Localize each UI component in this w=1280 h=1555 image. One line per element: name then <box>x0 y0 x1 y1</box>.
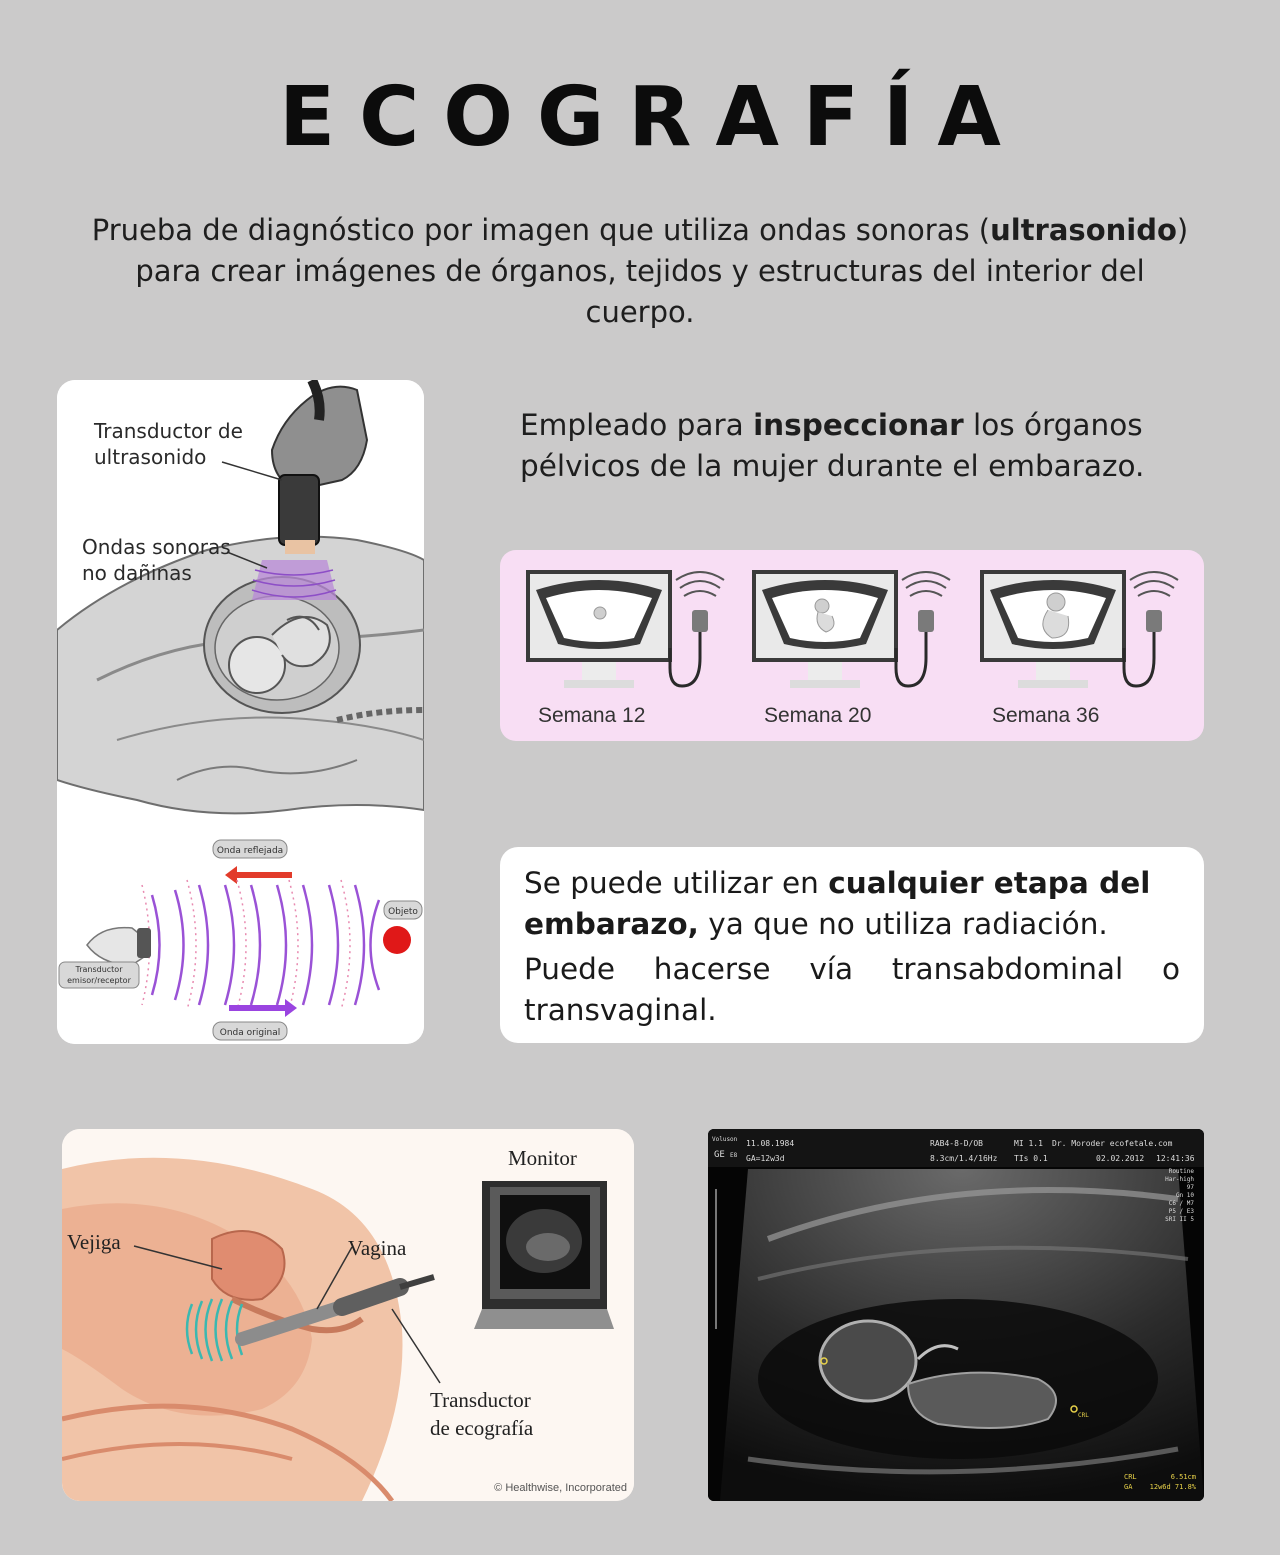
intro-text <box>80 210 1200 333</box>
week-label: Semana 36 <box>992 704 1100 727</box>
intro-part2: ) para crear imágenes de órganos, tejidos y estructuras del interior del cuerpo. <box>135 213 1189 329</box>
label-monitor: Monitor <box>508 1146 577 1170</box>
scan-time: 12:41:36 <box>1156 1154 1195 1163</box>
monitor-icon <box>976 568 1186 698</box>
scan-brand: Voluson <box>712 1136 738 1143</box>
transvaginal-illustration <box>62 1129 634 1501</box>
info-p1-bold: cualquier etapa del embarazo, <box>524 866 1151 941</box>
week-item-12 <box>522 568 728 728</box>
info-p1-part2: ya que no utiliza radiación. <box>698 907 1108 941</box>
week-label: Semana 12 <box>538 704 646 727</box>
info-p1-part1: Se puede utilizar en <box>524 866 829 900</box>
abdominal-illustration-svg <box>57 380 424 1044</box>
credit-text: © Healthwise, Incorporated <box>494 1482 627 1494</box>
scan-measure-label-2: GA <box>1124 1483 1133 1491</box>
scan-doctor: Dr. Moroder ecofetale.com <box>1052 1139 1173 1148</box>
ultrasound-scan-image <box>708 1129 1204 1501</box>
scan-probe-model: RAB4-8-D/OB <box>930 1139 983 1148</box>
page-title: ECOGRAFÍA <box>279 70 1025 165</box>
label-transducer-line2: ultrasonido <box>94 445 207 469</box>
scan-logo: GE <box>714 1150 725 1160</box>
pregnancy-text <box>520 405 1190 487</box>
scan-setting: Har-high <box>1165 1176 1194 1183</box>
label-object: Objeto <box>388 907 418 917</box>
scan-mi: MI 1.1 <box>1014 1139 1043 1148</box>
scan-crl-marker: CRL <box>1078 1412 1089 1419</box>
intro-part1: Prueba de diagnóstico por imagen que utiliza ondas sonoras ( <box>91 213 991 247</box>
label-emitter-line2: emisor/receptor <box>67 976 131 985</box>
scan-probe: E8 <box>730 1152 738 1159</box>
scan-setting: 97 <box>1186 1184 1194 1191</box>
scan-params: 8.3cm/1.4/16Hz <box>930 1154 998 1163</box>
abdominal-ultrasound-illustration <box>57 380 424 1044</box>
scan-measure-value-1: 6.51cm <box>1170 1473 1196 1481</box>
label-transducer-2: de ecografía <box>430 1416 534 1440</box>
scan-measure-value-2: 12w6d 71.8% <box>1149 1483 1196 1491</box>
scan-setting: Gn 10 <box>1175 1192 1194 1199</box>
label-emitter-line1: Transductor <box>75 965 123 974</box>
scan-setting: SRI II 5 <box>1165 1216 1194 1223</box>
label-original-wave: Onda original <box>219 1028 281 1038</box>
week-label: Semana 20 <box>764 704 872 727</box>
scan-tis: TIs 0.1 <box>1014 1154 1048 1163</box>
label-vagina: Vagina <box>348 1236 407 1260</box>
transvaginal-illustration-svg <box>62 1129 634 1501</box>
label-transducer-line1: Transductor de <box>94 419 243 443</box>
weeks-panel <box>500 550 1204 741</box>
week-item-20 <box>748 568 954 728</box>
week-item-36 <box>976 568 1182 728</box>
label-waves-line1: Ondas sonoras <box>82 535 231 559</box>
label-transducer-1: Transductor <box>430 1388 531 1412</box>
info-card <box>500 847 1204 1043</box>
ultrasound-scan-svg <box>708 1129 1204 1501</box>
scan-ga: GA=12w3d <box>746 1154 785 1163</box>
scan-date: 02.02.2012 <box>1096 1154 1145 1163</box>
scan-setting: P5 / E3 <box>1168 1208 1194 1215</box>
scan-measure-label-1: CRL <box>1124 1473 1137 1481</box>
pregnancy-text-part1: Empleado para <box>520 408 754 442</box>
intro-bold: ultrasonido <box>990 213 1177 247</box>
scan-setting: Routine <box>1168 1168 1194 1175</box>
monitor-icon <box>748 568 958 698</box>
info-paragraph-3: transvaginal. <box>524 993 717 1027</box>
monitor-icon <box>522 568 732 698</box>
scan-setting: C6 / M7 <box>1168 1200 1194 1207</box>
pregnancy-text-part2: los órganos pélvicos de la mujer durante el embarazo. <box>520 408 1145 483</box>
label-bladder: Vejiga <box>67 1230 121 1254</box>
info-paragraph-1 <box>524 863 1180 945</box>
label-waves-line2: no dañinas <box>82 561 192 585</box>
label-reflected-wave: Onda reflejada <box>216 846 284 856</box>
scan-date-birth: 11.08.1984 <box>746 1139 795 1148</box>
info-paragraph-2: Puede hacerse vía transabdominal o <box>524 952 1180 986</box>
pregnancy-text-bold: inspeccionar <box>753 408 964 442</box>
